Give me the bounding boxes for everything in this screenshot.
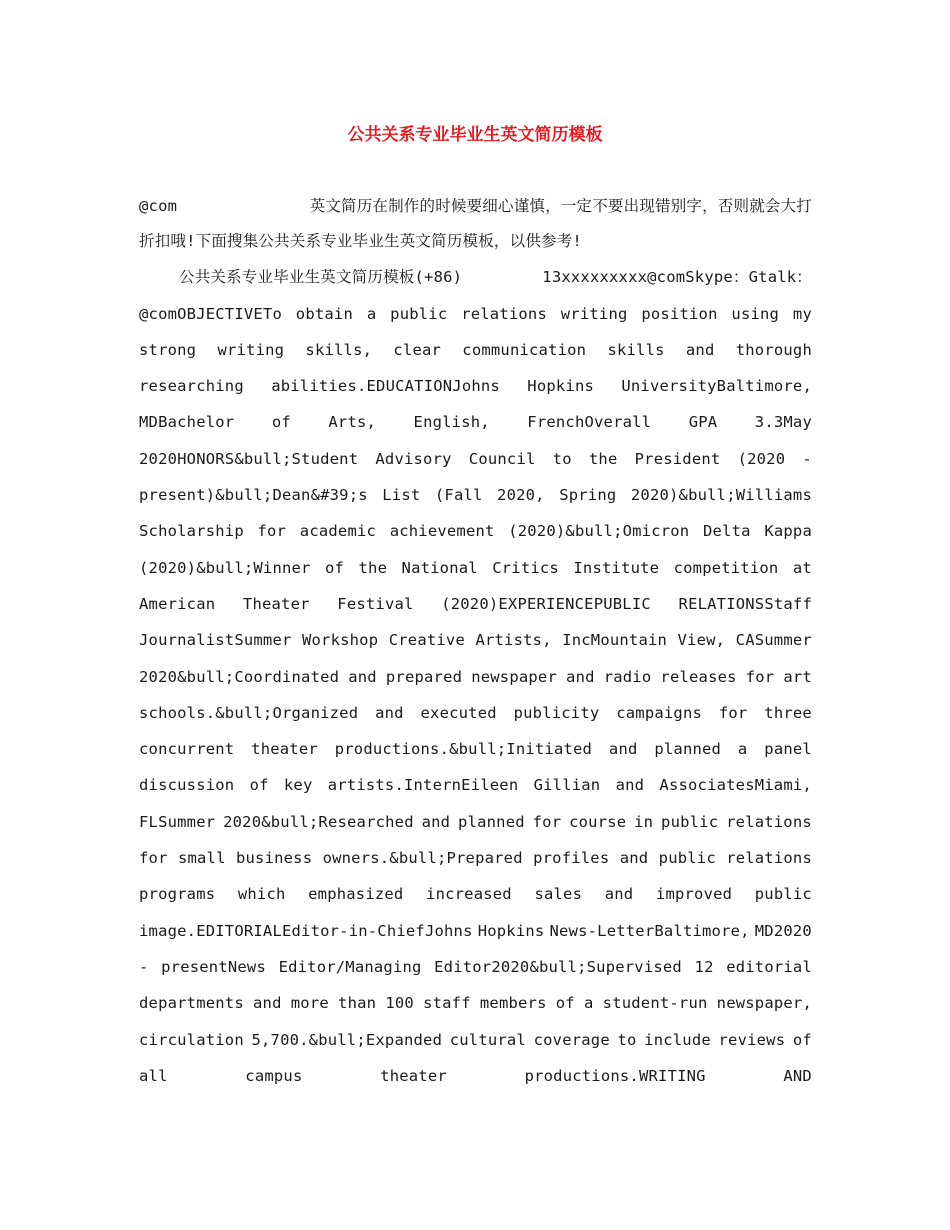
text-word: 折扣哦!下面搜集公共关系专业毕业生英文简历模板，以供参考! bbox=[139, 232, 582, 250]
text-word: position bbox=[641, 304, 718, 323]
text-word: than bbox=[338, 994, 377, 1013]
text-word: 5,700.&bull;Expanded bbox=[251, 1030, 443, 1049]
text-word: members bbox=[479, 994, 547, 1013]
text-line bbox=[139, 695, 812, 731]
text-word: (2020)&bull;Omicron bbox=[508, 522, 690, 541]
text-word: Theater bbox=[242, 594, 310, 613]
text-word: panel bbox=[764, 740, 812, 759]
text-word: for bbox=[532, 812, 562, 831]
text-word: academic bbox=[299, 522, 377, 541]
text-word: Council bbox=[468, 449, 536, 468]
text-word: a bbox=[737, 740, 748, 759]
text-word: National bbox=[401, 558, 478, 577]
text-word: 英文简历在制作的时候要细心谨慎，一定不要出现错别字，否则就会大打 bbox=[309, 197, 812, 215]
text-word: student-run bbox=[602, 994, 708, 1013]
text-word: 2020HONORS&bull;Student bbox=[139, 449, 359, 468]
text-word: relations bbox=[726, 812, 812, 831]
text-word: 2020&bull;Researched bbox=[223, 812, 414, 831]
text-word: improved bbox=[655, 885, 733, 904]
text-word: prepared bbox=[385, 667, 463, 686]
text-word: productions.&bull;Initiated bbox=[334, 740, 593, 759]
text-line bbox=[139, 441, 812, 477]
text-word: Kappa bbox=[764, 522, 812, 541]
text-line bbox=[139, 189, 812, 223]
text-word: of bbox=[325, 558, 345, 577]
text-word: CASummer bbox=[735, 631, 812, 650]
text-word: planned bbox=[654, 740, 722, 759]
text-line bbox=[139, 804, 812, 840]
text-word: publicity bbox=[513, 703, 600, 722]
text-word: @comOBJECTIVETo bbox=[139, 304, 282, 323]
document-title: 公共关系专业毕业生英文简历模板 bbox=[347, 125, 603, 145]
text-word: schools.&bull;Organized bbox=[139, 703, 359, 722]
text-word: Hopkins bbox=[477, 921, 545, 940]
text-word: News-LetterBaltimore, bbox=[549, 921, 750, 940]
text-word: AND bbox=[783, 1066, 812, 1085]
text-word: GPA bbox=[688, 413, 718, 432]
text-line bbox=[139, 913, 812, 949]
text-word: for bbox=[257, 522, 287, 541]
text-word: English, bbox=[413, 413, 490, 432]
text-line bbox=[139, 985, 812, 1021]
text-word: art bbox=[783, 667, 812, 686]
text-word: and bbox=[375, 703, 404, 722]
text-word: owners.&bull;Prepared bbox=[322, 849, 523, 868]
text-word: theater bbox=[380, 1066, 447, 1085]
text-word: and bbox=[685, 340, 715, 359]
text-word: programs bbox=[139, 885, 216, 904]
text-word: Delta bbox=[702, 522, 751, 541]
text-word: radio bbox=[603, 667, 652, 686]
text-word: Artists, bbox=[475, 631, 552, 650]
text-word: public bbox=[754, 885, 812, 904]
text-word: campaigns bbox=[616, 703, 703, 722]
text-line bbox=[139, 550, 812, 586]
text-line bbox=[139, 1058, 812, 1094]
text-word: (Fall bbox=[434, 486, 483, 505]
text-word: researching bbox=[139, 377, 244, 396]
text-word: Critics bbox=[492, 558, 559, 577]
text-line bbox=[139, 513, 812, 549]
text-line bbox=[139, 731, 812, 767]
text-line bbox=[139, 296, 812, 332]
text-word: image.EDITORIALEditor-in-ChiefJohns bbox=[139, 921, 473, 940]
text-word: of bbox=[249, 776, 269, 795]
text-word: thorough bbox=[735, 340, 812, 359]
text-word: RELATIONSStaff bbox=[678, 594, 812, 613]
text-line bbox=[139, 949, 812, 985]
text-word: the bbox=[358, 558, 388, 577]
text-word: FLSummer bbox=[139, 812, 216, 831]
text-word: Institute bbox=[573, 558, 660, 577]
text-word: UniversityBaltimore, bbox=[621, 377, 812, 396]
document-body bbox=[139, 189, 812, 1094]
text-word: Arts, bbox=[328, 413, 377, 432]
text-word: increased bbox=[426, 885, 512, 904]
text-word: concurrent bbox=[139, 740, 235, 759]
text-word: at bbox=[792, 558, 812, 577]
text-word: 12 bbox=[694, 957, 714, 976]
text-word: in bbox=[634, 812, 654, 831]
text-word: more bbox=[290, 994, 329, 1013]
text-word: artists.InternEileen bbox=[327, 776, 519, 795]
text-word: releases bbox=[660, 667, 737, 686]
text-word: Scholarship bbox=[139, 522, 244, 541]
text-word: President bbox=[634, 449, 721, 468]
text-word: campus bbox=[245, 1066, 303, 1085]
text-word: abilities.EDUCATIONJohns bbox=[271, 377, 500, 396]
text-word: sales bbox=[534, 885, 583, 904]
text-word: staff bbox=[423, 994, 471, 1013]
text-word: skills, bbox=[305, 340, 373, 359]
text-word: of bbox=[555, 994, 575, 1013]
text-word: AssociatesMiami, bbox=[659, 776, 812, 795]
text-line bbox=[139, 259, 812, 295]
text-word: and bbox=[608, 740, 638, 759]
text-line bbox=[139, 404, 812, 440]
text-word: Hopkins bbox=[527, 377, 595, 396]
text-line bbox=[139, 767, 812, 803]
text-word: American bbox=[139, 594, 216, 613]
text-word: small bbox=[177, 849, 226, 868]
text-word: which bbox=[237, 885, 286, 904]
text-word: to bbox=[552, 449, 572, 468]
text-word: for bbox=[718, 703, 748, 722]
text-word: circulation bbox=[139, 1030, 244, 1049]
text-word: departments bbox=[139, 994, 244, 1013]
text-word: writing bbox=[217, 340, 285, 359]
text-line bbox=[139, 477, 812, 513]
text-line bbox=[139, 223, 812, 259]
text-line bbox=[139, 840, 812, 876]
text-line bbox=[139, 876, 812, 912]
text-word: writing bbox=[560, 304, 628, 323]
text-word: public bbox=[390, 304, 448, 323]
text-word: View, bbox=[677, 631, 726, 650]
text-word: all bbox=[139, 1066, 168, 1085]
text-word: (2020 bbox=[737, 449, 786, 468]
text-line bbox=[139, 1022, 812, 1058]
text-word: 2020, bbox=[497, 486, 545, 505]
text-word: MD2020 bbox=[754, 921, 812, 940]
text-word: planned bbox=[458, 812, 525, 831]
text-word: 3.3May bbox=[754, 413, 812, 432]
text-word: and bbox=[253, 994, 282, 1013]
text-word: three bbox=[764, 703, 812, 722]
text-word: 2020&bull;Coordinated bbox=[139, 667, 340, 686]
text-word: profiles bbox=[533, 849, 610, 868]
text-line bbox=[139, 332, 812, 368]
text-word: relations bbox=[461, 304, 547, 323]
text-word: Creative bbox=[388, 631, 465, 650]
text-word: and bbox=[604, 885, 634, 904]
text-word: and bbox=[348, 667, 377, 686]
text-word: FrenchOverall bbox=[527, 413, 652, 432]
text-word: theater bbox=[251, 740, 318, 759]
text-word: my bbox=[792, 304, 812, 323]
text-word: for bbox=[139, 849, 168, 868]
text-word: and bbox=[615, 776, 645, 795]
text-word: and bbox=[421, 812, 451, 831]
text-word: for bbox=[745, 667, 775, 686]
text-word: and bbox=[566, 667, 595, 686]
text-word: cultural bbox=[449, 1030, 526, 1049]
text-word: key bbox=[283, 776, 313, 795]
text-word: include bbox=[644, 1030, 711, 1049]
text-word: using bbox=[731, 304, 780, 323]
text-word: a bbox=[366, 304, 377, 323]
text-word: emphasized bbox=[308, 885, 404, 904]
text-word: Workshop bbox=[301, 631, 379, 650]
text-word: @com bbox=[139, 197, 178, 215]
text-word: 100 bbox=[385, 994, 414, 1013]
text-word: public bbox=[661, 812, 719, 831]
text-word: Festival bbox=[337, 594, 414, 613]
text-word: present)&bull;Dean&#39;s bbox=[139, 486, 368, 505]
text-word: skills bbox=[607, 340, 665, 359]
text-word: strong bbox=[139, 340, 197, 359]
text-word: and bbox=[619, 849, 649, 868]
text-word: Editor2020&bull;Supervised bbox=[434, 957, 682, 976]
text-word: List bbox=[382, 486, 421, 505]
text-word: editorial bbox=[726, 957, 812, 976]
text-word: 13xxxxxxxxx@comSkype：Gtalk： bbox=[542, 268, 812, 287]
text-word: public bbox=[658, 849, 716, 868]
text-word: of bbox=[271, 413, 291, 432]
text-word: coverage bbox=[533, 1030, 610, 1049]
text-word: IncMountain bbox=[562, 631, 668, 650]
text-word: Spring bbox=[559, 486, 617, 505]
text-line bbox=[139, 622, 812, 658]
text-word: (2020)EXPERIENCEPUBLIC bbox=[441, 594, 651, 613]
text-word: discussion bbox=[139, 776, 235, 795]
text-word: competition bbox=[673, 558, 779, 577]
text-word: newspaper, bbox=[716, 994, 812, 1013]
text-word: 公共关系专业毕业生英文简历模板(+86) bbox=[179, 268, 463, 287]
text-word: - bbox=[139, 957, 149, 976]
text-word: 2020)&bull;Williams bbox=[630, 486, 812, 505]
text-word: obtain bbox=[295, 304, 353, 323]
text-word: Editor/Managing bbox=[278, 957, 422, 976]
text-word: relations bbox=[726, 849, 812, 868]
text-line bbox=[139, 586, 812, 622]
text-word: the bbox=[588, 449, 618, 468]
text-word: communication bbox=[462, 340, 587, 359]
text-word: business bbox=[235, 849, 313, 868]
text-word: achievement bbox=[389, 522, 495, 541]
text-word: - bbox=[802, 449, 812, 468]
text-word: executed bbox=[420, 703, 497, 722]
text-word: course bbox=[569, 812, 627, 831]
text-word: a bbox=[583, 994, 594, 1013]
text-word: productions.WRITING bbox=[524, 1066, 706, 1085]
text-word: clear bbox=[393, 340, 442, 359]
text-word: newspaper bbox=[471, 667, 557, 686]
text-word: to bbox=[617, 1030, 637, 1049]
text-word: of bbox=[792, 1030, 812, 1049]
text-word: JournalistSummer bbox=[139, 631, 292, 650]
text-word: (2020)&bull;Winner bbox=[139, 558, 311, 577]
text-word: reviews bbox=[718, 1030, 786, 1049]
text-line bbox=[139, 368, 812, 404]
text-word: presentNews bbox=[161, 957, 266, 976]
text-word: Advisory bbox=[375, 449, 452, 468]
text-word: Gillian bbox=[533, 776, 601, 795]
text-line bbox=[139, 659, 812, 695]
text-word: MDBachelor bbox=[139, 413, 235, 432]
